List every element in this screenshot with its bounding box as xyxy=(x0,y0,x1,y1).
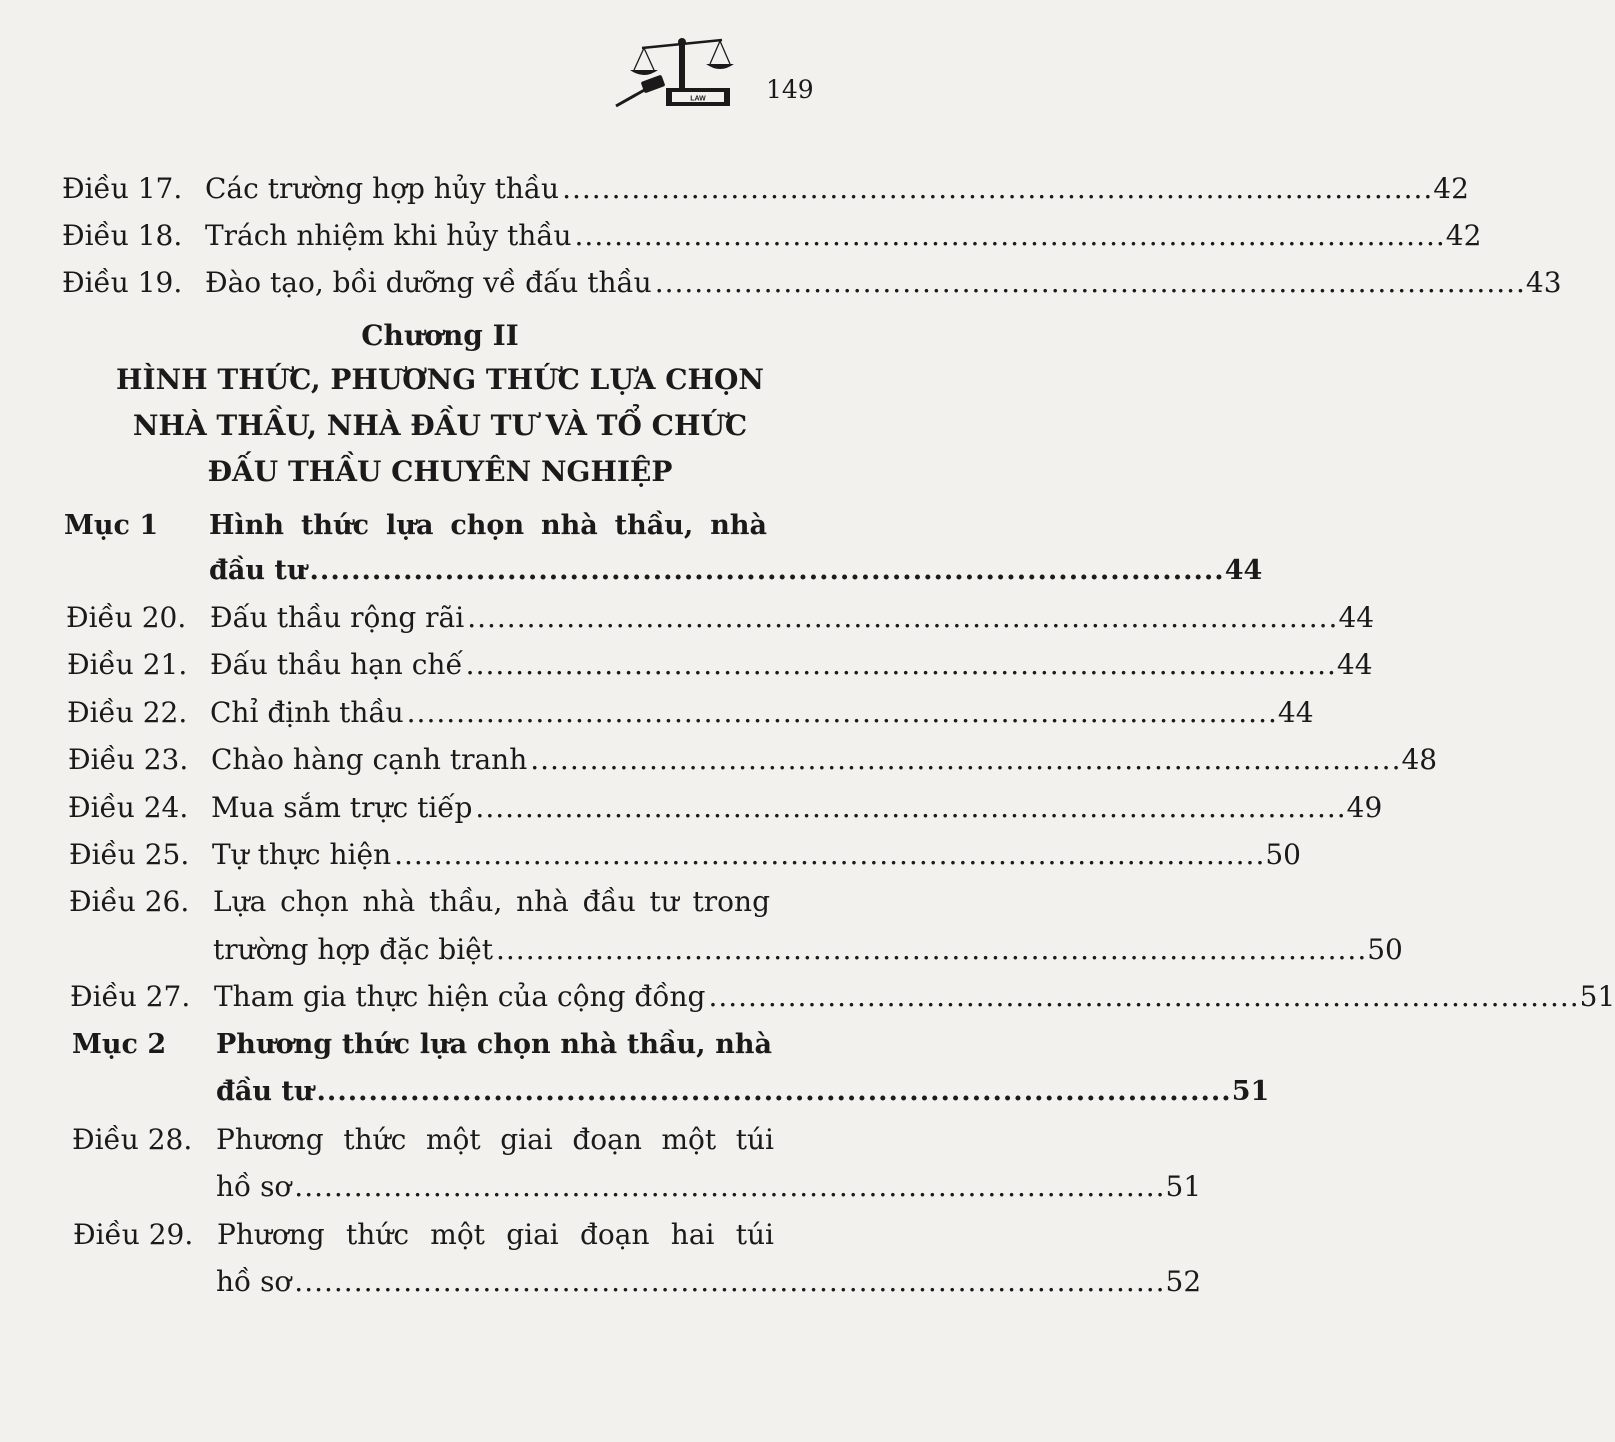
article-title: Các trường hợp hủy thầu xyxy=(205,172,560,205)
article-number: Điều 21. xyxy=(67,648,188,681)
article-title: Phương thức một giai đoạn một túi xyxy=(216,1123,774,1156)
dot-leader: ........................................................................................ xyxy=(562,172,1434,205)
page-ref: 42 xyxy=(1433,172,1469,205)
article-number: Điều 28. xyxy=(72,1123,193,1156)
toc-entry-article-28-continuation[interactable] xyxy=(216,1166,1202,1208)
dot-leader: ........................................................................................ xyxy=(309,555,1225,586)
page-ref: 42 xyxy=(1445,219,1482,252)
page-ref: 50 xyxy=(1367,933,1403,966)
page-number: 149 xyxy=(766,75,814,104)
article-title: Chỉ định thầu xyxy=(210,696,404,729)
section-title: Hình thức lựa chọn nhà thầu, nhà xyxy=(209,510,767,541)
dot-leader: ........................................................................................ xyxy=(574,219,1446,252)
toc-entry-article-22[interactable] xyxy=(67,692,1314,734)
article-number: Điều 23. xyxy=(68,743,189,776)
toc-entry-article-28[interactable] xyxy=(72,1119,774,1161)
section-title-cont: đầu tư xyxy=(216,1076,314,1107)
toc-section-2-continuation[interactable] xyxy=(216,1071,1270,1113)
dot-leader: ........................................................................................ xyxy=(394,838,1266,871)
toc-entry-article-25[interactable] xyxy=(69,834,1301,876)
book-label: LAW xyxy=(690,95,706,103)
article-title: Chào hàng cạnh tranh xyxy=(211,743,528,776)
toc-entry-article-18[interactable] xyxy=(62,215,1482,257)
dot-leader: ........................................................................................ xyxy=(708,980,1580,1013)
toc-entry-article-29-continuation[interactable] xyxy=(216,1261,1202,1303)
dot-leader: ........................................................................................ xyxy=(465,648,1337,681)
toc-entry-article-21[interactable] xyxy=(67,644,1373,686)
section-title: Phương thức lựa chọn nhà thầu, nhà xyxy=(216,1029,772,1060)
chapter-title-line: NHÀ THẦU, NHÀ ĐẦU TƯ VÀ TỔ CHỨC xyxy=(132,409,748,442)
dot-leader: ........................................................................................ xyxy=(294,1170,1166,1203)
article-number: Điều 29. xyxy=(73,1218,194,1251)
article-title-cont: trường hợp đặc biệt xyxy=(213,933,493,966)
toc-entry-article-19[interactable] xyxy=(62,262,1562,304)
dot-leader: ........................................................................................ xyxy=(530,743,1402,776)
article-title: Đấu thầu hạn chế xyxy=(210,648,463,681)
article-title: Tự thực hiện xyxy=(212,838,392,871)
page-ref: 43 xyxy=(1525,266,1562,299)
chapter-title-line: ĐẤU THẦU CHUYÊN NGHIỆP xyxy=(207,455,673,488)
article-number: Điều 24. xyxy=(68,791,189,824)
dot-leader: ........................................................................................ xyxy=(654,266,1526,299)
article-title-cont: hồ sơ xyxy=(216,1170,292,1203)
toc-entry-article-26[interactable] xyxy=(69,881,770,923)
article-title: Đào tạo, bồi dưỡng về đấu thầu xyxy=(205,266,652,299)
toc-section-2[interactable] xyxy=(72,1024,772,1066)
dot-leader: ........................................................................................ xyxy=(316,1076,1232,1107)
article-number: Điều 17. xyxy=(62,172,183,205)
article-title: Phương thức một giai đoạn hai túi xyxy=(217,1218,774,1251)
toc-section-1[interactable] xyxy=(64,505,767,547)
page-ref: 52 xyxy=(1165,1265,1202,1298)
article-title: Mua sắm trực tiếp xyxy=(211,791,473,824)
article-number: Điều 18. xyxy=(62,219,183,252)
dot-leader: ........................................................................................ xyxy=(475,791,1347,824)
section-number: Mục 2 xyxy=(72,1029,167,1060)
article-title: Lựa chọn nhà thầu, nhà đầu tư trong xyxy=(213,885,770,918)
article-title: Tham gia thực hiện của cộng đồng xyxy=(214,980,706,1013)
toc-entry-article-27[interactable] xyxy=(70,976,1615,1018)
chapter-label: Chương II xyxy=(361,319,519,352)
article-title-cont: hồ sơ xyxy=(216,1265,292,1298)
article-number: Điều 22. xyxy=(67,696,188,729)
article-number: Điều 20. xyxy=(66,601,187,634)
toc-entry-article-17[interactable] xyxy=(62,168,1469,210)
article-number: Điều 26. xyxy=(69,885,190,918)
toc-entry-article-29[interactable] xyxy=(73,1214,774,1256)
dot-leader: ........................................................................................ xyxy=(467,601,1339,634)
chapter-title-line: HÌNH THỨC, PHƯƠNG THỨC LỰA CHỌN xyxy=(116,363,764,396)
toc-entry-article-24[interactable] xyxy=(68,787,1383,829)
dot-leader: ........................................................................................ xyxy=(294,1265,1166,1298)
dot-leader: ........................................................................................ xyxy=(406,696,1278,729)
scales-gavel-book-icon xyxy=(612,30,738,110)
page-ref: 51 xyxy=(1165,1170,1202,1203)
dot-leader: ........................................................................................ xyxy=(496,933,1368,966)
toc-entry-article-20[interactable] xyxy=(66,597,1375,639)
article-title: Đấu thầu rộng rãi xyxy=(210,601,465,634)
page-ref: 44 xyxy=(1336,648,1373,681)
page-ref: 44 xyxy=(1224,555,1263,586)
article-number: Điều 27. xyxy=(70,980,191,1013)
section-number: Mục 1 xyxy=(64,510,159,541)
toc-section-1-continuation[interactable] xyxy=(209,550,1263,592)
toc-entry-article-23[interactable] xyxy=(68,739,1438,781)
article-number: Điều 25. xyxy=(69,838,190,871)
page-ref: 51 xyxy=(1579,980,1615,1013)
page-ref: 44 xyxy=(1277,696,1314,729)
toc-entry-article-26-continuation[interactable] xyxy=(213,929,1403,971)
article-number: Điều 19. xyxy=(62,266,183,299)
section-title-cont: đầu tư xyxy=(209,555,307,586)
page-ref: 49 xyxy=(1346,791,1383,824)
page-ref: 44 xyxy=(1338,601,1375,634)
article-title: Trách nhiệm khi hủy thầu xyxy=(205,219,572,252)
page-ref: 50 xyxy=(1265,838,1301,871)
page-ref: 51 xyxy=(1231,1076,1270,1107)
page-ref: 48 xyxy=(1401,743,1438,776)
